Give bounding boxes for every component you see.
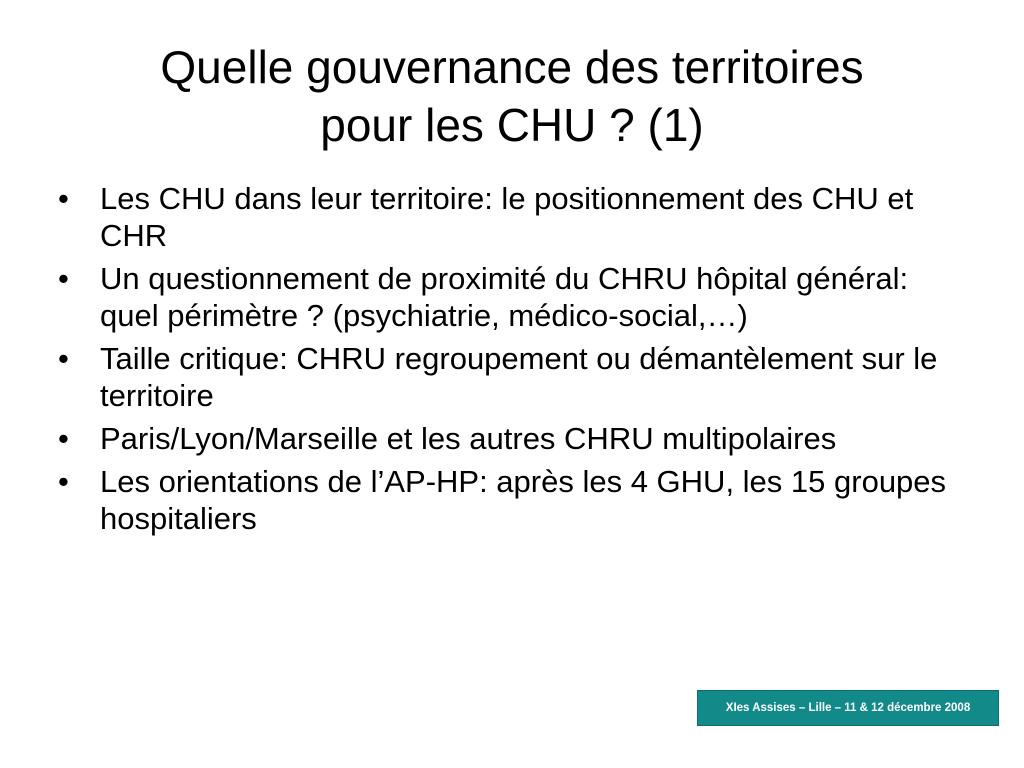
- bullet-item: [58, 180, 958, 254]
- bullet-point-icon: •: [58, 464, 69, 499]
- bullet-point-icon: •: [58, 261, 69, 296]
- bullet-point-icon: •: [58, 181, 69, 216]
- bullet-text: Un questionnement de proximité du CHRU hôpital général: quel périmètre ? (psychiatrie, médico-social,…): [100, 261, 909, 333]
- slide-title-line-2: pour les CHU ? (1): [320, 99, 704, 151]
- bullet-text: Les orientations de l’AP-HP: après les 4 GHU, les 15 groupes hospitaliers: [100, 464, 947, 536]
- bullet-item: [58, 463, 958, 537]
- footer-event-text: XIes Assises – Lille – 11 & 12 décembre 2008: [725, 702, 971, 714]
- bullet-point-icon: •: [58, 341, 69, 376]
- slide-title-line-1: Quelle gouvernance des territoires: [160, 41, 864, 93]
- bullet-list: [58, 180, 958, 543]
- bullet-item: [58, 260, 958, 334]
- bullet-text: Taille critique: CHRU regroupement ou démantèlement sur le territoire: [100, 341, 938, 413]
- bullet-item: [58, 340, 958, 414]
- bullet-text: Les CHU dans leur territoire: le positionnement des CHU et CHR: [100, 181, 914, 253]
- bullet-text: Paris/Lyon/Marseille et les autres CHRU multipolaires: [100, 421, 837, 456]
- slide-title: [40, 38, 984, 154]
- bullet-item: [58, 420, 958, 457]
- footer-event-badge: [697, 690, 999, 726]
- bullet-point-icon: •: [58, 421, 69, 456]
